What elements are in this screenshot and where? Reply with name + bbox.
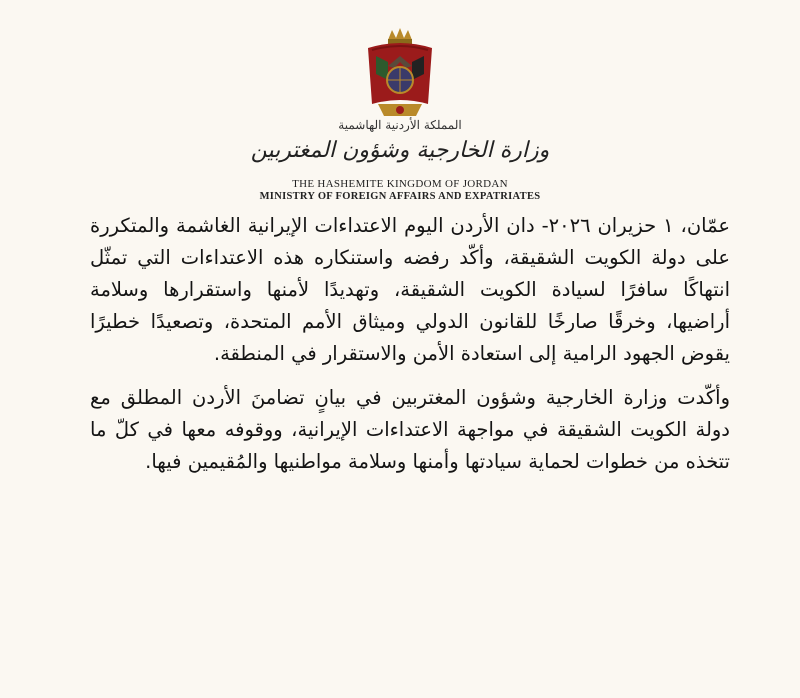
press-statement <box>90 210 730 478</box>
english-kingdom-name: THE HASHEMITE KINGDOM OF JORDAN <box>292 178 508 190</box>
english-ministry-name: MINISTRY OF FOREIGN AFFAIRS AND EXPATRIATES <box>259 191 541 202</box>
coat-of-arms-icon <box>358 26 442 122</box>
statement-paragraph-1: عمّان، ١ حزيران ٢٠٢٦- دان الأردن اليوم الاعتداءات الإيرانية الغاشمة والمتكررة على دولة الكويت الشقيقة، وأكّد رفضه واستنكاره هذه الاعتداءات التي تمثّل انتهاكًا سافرًا لسيادة الكويت الشقيقة، وتهديدًا لأمنها واستقرارها وسلامة أراضيها، وخرقًا صارخًا للقانون الدولي وميثاق الأمم المتحدة، وتصعيدًا خطيرًا يقوض الجهود الرامية إلى استعادة الأمن والاستقرار في المنطقة. <box>90 214 731 365</box>
arabic-ministry-name: وزارة الخارجية وشؤون المغتربين <box>250 138 550 163</box>
statement-paragraph-2: وأكّدت وزارة الخارجية وشؤون المغتربين في بيانٍ تضامنَ الأردن المطلق مع دولة الكويت الشقيقة في مواجهة الاعتداءات الإيرانية، ووقوفه معها في كلّ ما تتخذه من خطوات لحماية سيادتها وأمنها وسلامة مواطنيها والمُقيمين فيها. <box>90 386 730 473</box>
arabic-kingdom-name: المملكة الأردنية الهاشمية <box>338 118 462 132</box>
